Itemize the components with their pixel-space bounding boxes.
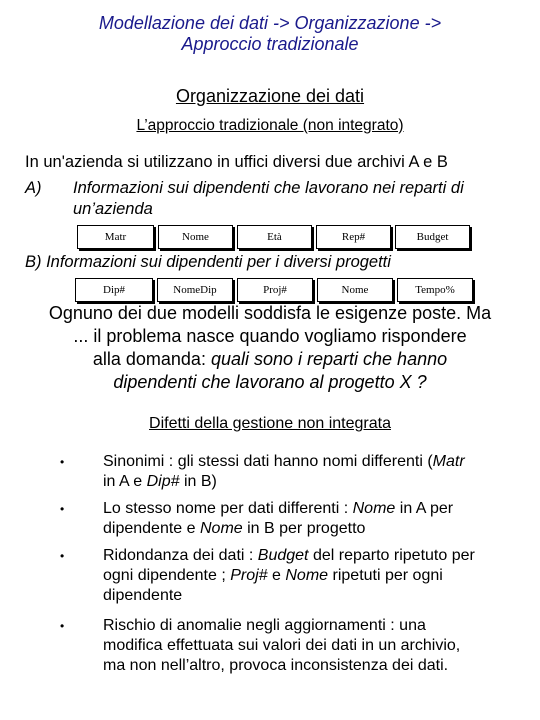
text: modifica effettuata sui valori dei dati in un archivio,	[103, 637, 461, 654]
record-a-fields	[77, 225, 474, 249]
intro-text: In un'azienda si utilizzano in uffici diversi due archivi A e B	[25, 153, 448, 171]
text: in B per progetto	[242, 520, 366, 537]
text: Proj#	[230, 567, 268, 584]
problem-paragraph	[10, 302, 530, 394]
field-cell: Età	[237, 225, 312, 249]
slide-title-line2: Approccio tradizionale	[181, 34, 359, 54]
text: Sinonimi : gli stessi dati hanno nomi differenti (	[103, 453, 433, 470]
paragraph-line: Ognuno dei due modelli soddisfa le esigenze poste. Ma	[48, 303, 492, 323]
section-title: Organizzazione dei dati	[175, 86, 365, 106]
bullet-icon: •	[60, 455, 65, 469]
archive-b-description: B) Informazioni sui dipendenti per i diversi progetti	[25, 253, 391, 271]
field-cell: Proj#	[237, 278, 313, 302]
bullet-icon: •	[60, 549, 65, 563]
bullet-icon: •	[60, 502, 65, 516]
section-subtitle: L’approccio tradizionale (non integrato)	[136, 117, 404, 134]
field-cell: Tempo%	[397, 278, 473, 302]
field-cell: Rep#	[316, 225, 391, 249]
paragraph-line: ... il problema nasce quando vogliamo rispondere	[73, 326, 467, 346]
field-cell: Budget	[395, 225, 470, 249]
slide-title	[0, 13, 540, 55]
field-cell: Nome	[158, 225, 233, 249]
text: ripetuti per ogni	[328, 567, 443, 584]
text: Matr	[432, 453, 465, 470]
archive-a-label: A)	[25, 179, 42, 197]
field-cell: Matr	[77, 225, 154, 249]
text: in A e	[103, 473, 147, 490]
paragraph-question: dipendenti che lavorano al progetto X ?	[113, 372, 427, 392]
text: in A per	[395, 500, 454, 517]
bullet-text	[103, 546, 533, 606]
text: Nome	[199, 520, 243, 537]
record-b-fields	[75, 278, 477, 302]
paragraph-line	[10, 348, 530, 371]
field-cell: NomeDip	[157, 278, 233, 302]
text: Lo stesso nome per dati differenti :	[103, 500, 353, 517]
text: ma non nell’altro, provoca inconsistenza dei dati.	[103, 657, 449, 674]
text: in B)	[179, 473, 217, 490]
archive-a-line2: un’azienda	[73, 200, 153, 218]
slide-title-line1: Modellazione dei dati -> Organizzazione ->	[98, 13, 442, 33]
text: Ridondanza dei dati :	[103, 547, 258, 564]
text: del reparto ripetuto per	[308, 547, 475, 564]
text: dipendente	[103, 587, 183, 604]
text: e	[267, 567, 286, 584]
bullet-text	[103, 499, 533, 539]
archive-a-line1: Informazioni sui dipendenti che lavorano nei reparti di	[73, 179, 464, 197]
paragraph-question: quali sono i reparti che hanno	[210, 349, 448, 369]
bullet-text	[103, 616, 533, 676]
field-cell: Dip#	[75, 278, 153, 302]
text: ogni dipendente ;	[103, 567, 231, 584]
text: Dip#	[146, 473, 180, 490]
bullet-icon: •	[60, 619, 65, 633]
bullet-text	[103, 452, 533, 492]
paragraph-text: alla domanda:	[92, 349, 211, 369]
text: dipendente e	[103, 520, 200, 537]
text: Rischio di anomalie negli aggiornamenti : una	[103, 617, 426, 634]
text: Nome	[352, 500, 396, 517]
field-cell: Nome	[317, 278, 393, 302]
archive-a-description	[25, 178, 535, 220]
text: Budget	[257, 547, 309, 564]
defects-title: Difetti della gestione non integrata	[149, 415, 391, 432]
text: Nome	[285, 567, 329, 584]
